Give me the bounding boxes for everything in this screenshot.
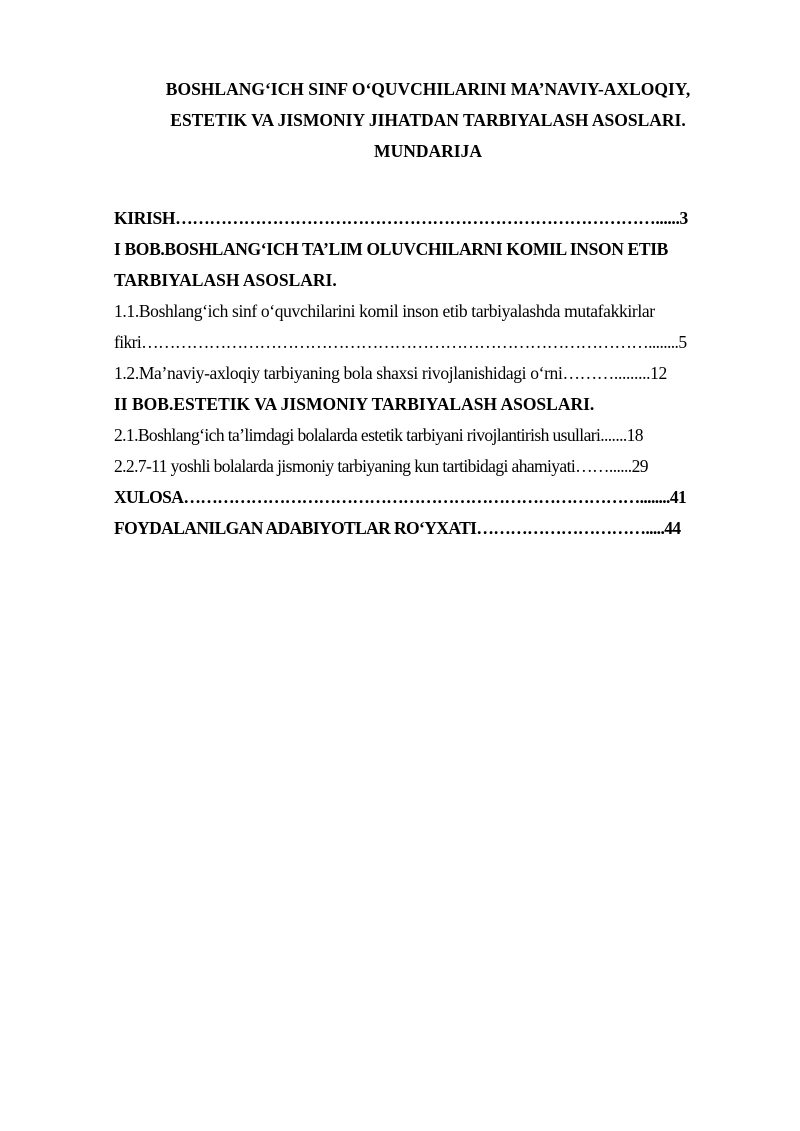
document-title xyxy=(100,74,756,167)
toc-entry-kirish: KIRISH…………………………………………………………………………......3 xyxy=(114,208,688,228)
toc-entry-xulosa: XULOSA………………………………………………………………………........41 xyxy=(114,487,687,507)
toc-entry-section-1-2: 1.2.Ma’naviy-axloqiy tarbiyaning bola shaxsi rivojlanishidagi o‘rni……….........12 xyxy=(114,363,667,383)
toc-heading: MUNDARIJA xyxy=(374,141,482,161)
toc-entry-chapter-1-line-2: TARBIYALASH ASOSLARI. xyxy=(114,270,337,290)
toc-entry-section-2-1: 2.1.Boshlang‘ich ta’limdagi bolalarda estetik tarbiyani rivojlantirish usullari.......18 xyxy=(114,425,643,445)
toc-entry-chapter-1-line-1: I BOB.BOSHLANG‘ICH TA’LIM OLUVCHILARNI KOMIL INSON ETIB xyxy=(114,239,668,259)
toc-entry-section-2-2: 2.2.7-11 yoshli bolalarda jismoniy tarbiyaning kun tartibidagi ahamiyati……......29 xyxy=(114,456,648,476)
toc-entry-section-1-1-line-1: 1.1.Boshlang‘ich sinf o‘quvchilarini komil inson etib tarbiyalashda mutafakkirlar xyxy=(114,301,655,321)
title-line-1: BOSHLANG‘ICH SINF O‘QUVCHILARINI MA’NAVIY-AXLOQIY, xyxy=(165,79,691,99)
title-line-2: ESTETIK VA JISMONIY JIHATDAN TARBIYALASH ASOSLARI. xyxy=(170,110,686,130)
table-of-contents xyxy=(114,203,742,544)
toc-entry-chapter-2: II BOB.ESTETIK VA JISMONIY TARBIYALASH ASOSLARI. xyxy=(114,394,595,414)
toc-entry-adabiyotlar: FOYDALANILGAN ADABIYOTLAR RO‘YXATI………………………….....44 xyxy=(114,518,681,538)
toc-entry-section-1-1-line-2: fikri………………………………………………………………………………........5 xyxy=(114,332,687,352)
